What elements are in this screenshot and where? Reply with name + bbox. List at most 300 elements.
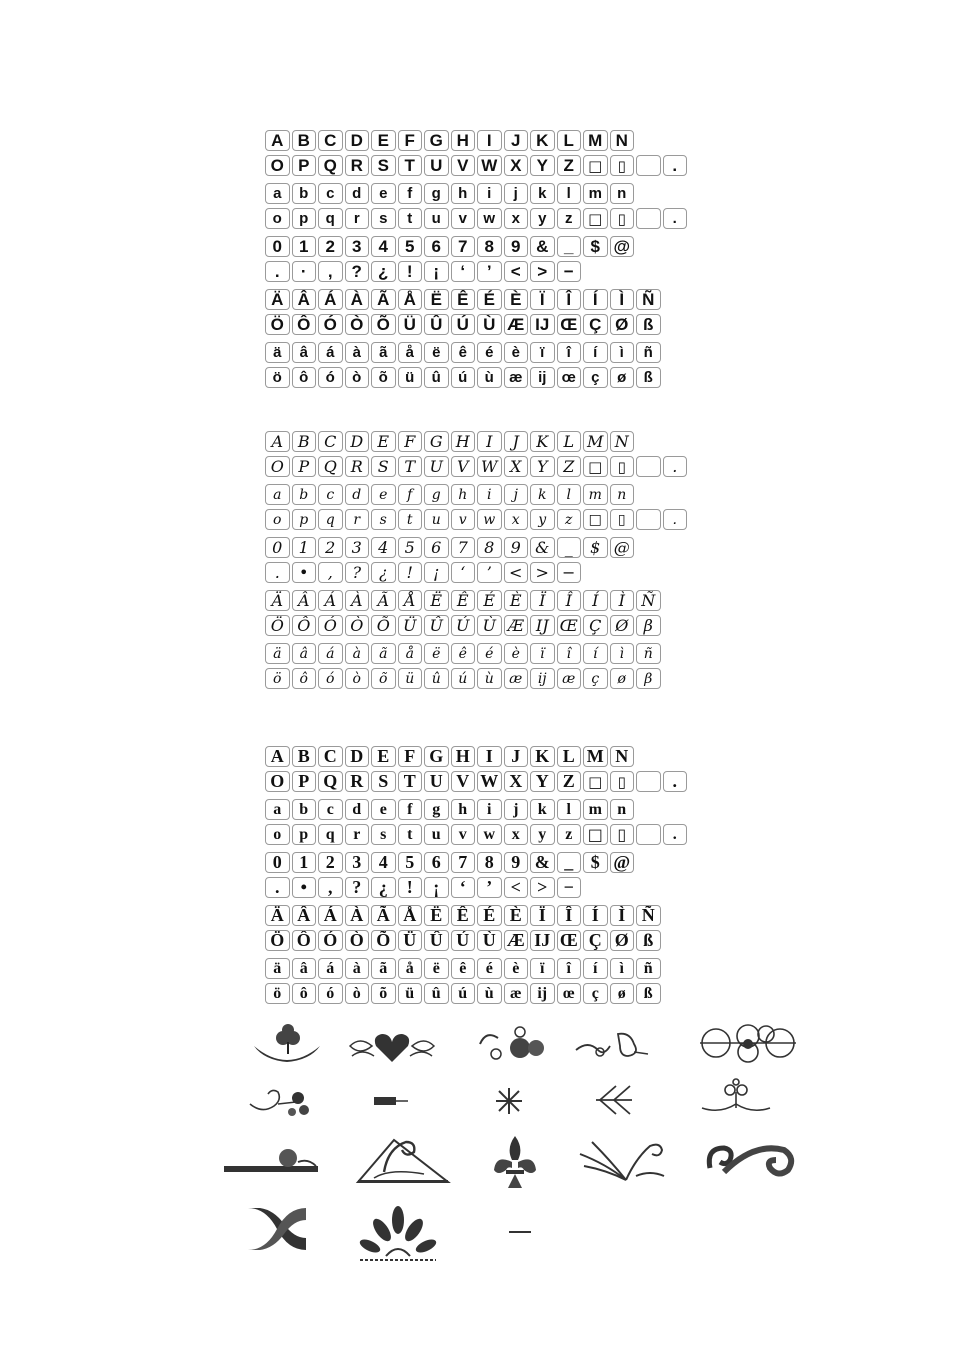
char-key: ¿ bbox=[371, 261, 396, 282]
char-key: Ø bbox=[610, 930, 635, 951]
char-key: ò bbox=[345, 367, 370, 388]
font-block-script bbox=[265, 431, 695, 693]
char-key: B bbox=[292, 746, 317, 767]
char-key: N bbox=[610, 746, 635, 767]
char-key: ó bbox=[318, 668, 343, 689]
char-key: û bbox=[424, 668, 449, 689]
char-key: R bbox=[345, 155, 370, 176]
char-key: , bbox=[318, 562, 343, 583]
char-key: S bbox=[371, 771, 396, 792]
char-key: ñ bbox=[636, 958, 661, 979]
char-key: IJ bbox=[530, 930, 555, 951]
char-key: g bbox=[424, 799, 449, 820]
char-key: À bbox=[345, 289, 370, 310]
char-key: B bbox=[292, 130, 317, 151]
char-key: Ë bbox=[424, 289, 449, 310]
char-row bbox=[265, 289, 695, 312]
char-key: J bbox=[504, 431, 529, 452]
char-key: ij bbox=[530, 983, 555, 1004]
char-key: □ bbox=[583, 771, 608, 792]
char-key: Ù bbox=[477, 930, 502, 951]
char-key: ¿ bbox=[371, 562, 396, 583]
char-key: 8 bbox=[477, 236, 502, 257]
char-key: Å bbox=[398, 590, 423, 611]
chevron-leaves-icon bbox=[592, 1084, 636, 1118]
char-key: . bbox=[663, 771, 688, 792]
char-key: ø bbox=[610, 983, 635, 1004]
char-key: À bbox=[345, 905, 370, 926]
char-key: 3 bbox=[345, 852, 370, 873]
char-key: f bbox=[398, 183, 423, 204]
char-key: ▯ bbox=[610, 208, 635, 229]
char-key: _ bbox=[557, 852, 582, 873]
char-row bbox=[265, 643, 695, 666]
char-key: K bbox=[530, 746, 555, 767]
char-key: q bbox=[318, 509, 343, 530]
char-row bbox=[265, 183, 695, 206]
char-key: à bbox=[345, 643, 370, 664]
char-key: Ã bbox=[371, 905, 396, 926]
char-key: ß bbox=[636, 930, 661, 951]
char-row bbox=[265, 261, 695, 284]
char-key: d bbox=[345, 799, 370, 820]
char-key: ‘ bbox=[451, 562, 476, 583]
char-key: ø bbox=[610, 367, 635, 388]
char-key: v bbox=[451, 208, 476, 229]
char-key: è bbox=[504, 958, 529, 979]
char-key: Ä bbox=[265, 905, 290, 926]
char-key: ö bbox=[265, 983, 290, 1004]
char-key: l bbox=[557, 484, 582, 505]
char-key: Ê bbox=[451, 905, 476, 926]
char-key: ë bbox=[424, 342, 449, 363]
char-key: ö bbox=[265, 367, 290, 388]
char-key: ò bbox=[345, 668, 370, 689]
char-key: É bbox=[477, 905, 502, 926]
char-key: J bbox=[504, 746, 529, 767]
char-key: N bbox=[610, 130, 635, 151]
char-key: β bbox=[636, 668, 661, 689]
char-key: ï bbox=[530, 958, 555, 979]
char-key: d bbox=[345, 183, 370, 204]
char-key: Æ bbox=[504, 615, 529, 636]
char-key: > bbox=[530, 562, 555, 583]
char-key: È bbox=[504, 289, 529, 310]
char-key: Ù bbox=[477, 314, 502, 335]
char-key: ▯ bbox=[610, 771, 635, 792]
char-key: F bbox=[398, 431, 423, 452]
char-key: È bbox=[504, 905, 529, 926]
char-key: Ò bbox=[345, 930, 370, 951]
char-key: y bbox=[530, 824, 555, 845]
char-key: ô bbox=[292, 983, 317, 1004]
char-key: . bbox=[265, 562, 290, 583]
char-key: Ã bbox=[371, 590, 396, 611]
char-key: ê bbox=[451, 643, 476, 664]
char-key: 8 bbox=[477, 537, 502, 558]
char-key: ▯ bbox=[610, 509, 635, 530]
char-key: Û bbox=[424, 930, 449, 951]
char-key: . bbox=[663, 155, 688, 176]
char-key: 4 bbox=[371, 236, 396, 257]
char-key: Ã bbox=[371, 289, 396, 310]
char-key: v bbox=[451, 824, 476, 845]
char-key: Â bbox=[292, 905, 317, 926]
char-key: ß bbox=[636, 314, 661, 335]
char-key: V bbox=[451, 771, 476, 792]
char-key: , bbox=[318, 877, 343, 898]
char-key: à bbox=[345, 958, 370, 979]
char-key: A bbox=[265, 431, 290, 452]
char-key: A bbox=[265, 130, 290, 151]
char-key: ’ bbox=[477, 562, 502, 583]
short-dash-icon bbox=[508, 1228, 532, 1236]
char-key: î bbox=[557, 958, 582, 979]
char-key: é bbox=[477, 342, 502, 363]
char-key: 5 bbox=[398, 852, 423, 873]
char-key: q bbox=[318, 824, 343, 845]
triangle-scroll-icon bbox=[354, 1128, 452, 1186]
char-row bbox=[265, 799, 695, 822]
char-key: − bbox=[557, 877, 582, 898]
char-key: ú bbox=[451, 983, 476, 1004]
char-key: 3 bbox=[345, 236, 370, 257]
char-key: 7 bbox=[451, 852, 476, 873]
wave-scroll-icon bbox=[704, 1138, 798, 1184]
char-key: T bbox=[398, 456, 423, 477]
char-key: ø bbox=[610, 668, 635, 689]
char-row bbox=[265, 456, 695, 479]
fan-palmette-icon bbox=[356, 1202, 440, 1264]
char-key: Ö bbox=[265, 615, 290, 636]
char-key: Î bbox=[557, 590, 582, 611]
char-key: Œ bbox=[557, 930, 582, 951]
char-key: 1 bbox=[292, 852, 317, 873]
char-key: ä bbox=[265, 958, 290, 979]
char-key: U bbox=[424, 771, 449, 792]
char-key: g bbox=[424, 183, 449, 204]
char-key: M bbox=[583, 431, 608, 452]
char-key: È bbox=[504, 590, 529, 611]
char-key: Û bbox=[424, 314, 449, 335]
char-key: Ö bbox=[265, 930, 290, 951]
char-key: Â bbox=[292, 590, 317, 611]
char-key: 3 bbox=[345, 537, 370, 558]
char-key: 7 bbox=[451, 236, 476, 257]
char-key: è bbox=[504, 342, 529, 363]
char-key: ! bbox=[398, 261, 423, 282]
char-key: Û bbox=[424, 615, 449, 636]
char-key: Õ bbox=[371, 314, 396, 335]
char-key: − bbox=[557, 562, 582, 583]
char-key: 2 bbox=[318, 537, 343, 558]
char-key: D bbox=[345, 130, 370, 151]
char-key: D bbox=[345, 746, 370, 767]
char-key: ñ bbox=[636, 342, 661, 363]
char-key: W bbox=[477, 456, 502, 477]
char-key: c bbox=[318, 484, 343, 505]
char-key: ß bbox=[636, 367, 661, 388]
char-key: ? bbox=[345, 877, 370, 898]
char-key: M bbox=[583, 130, 608, 151]
char-key: 1 bbox=[292, 537, 317, 558]
char-key: Ê bbox=[451, 590, 476, 611]
char-key: Õ bbox=[371, 930, 396, 951]
char-key: 8 bbox=[477, 852, 502, 873]
char-key: t bbox=[398, 509, 423, 530]
char-row bbox=[265, 983, 695, 1006]
flower-border-icon bbox=[696, 1022, 806, 1064]
char-key: l bbox=[557, 799, 582, 820]
char-key: Á bbox=[318, 590, 343, 611]
char-key: æ bbox=[504, 983, 529, 1004]
char-key: ▯ bbox=[610, 824, 635, 845]
char-key bbox=[636, 208, 661, 229]
char-key: Ò bbox=[345, 314, 370, 335]
char-key: y bbox=[530, 509, 555, 530]
char-key: u bbox=[424, 824, 449, 845]
char-key: æ bbox=[557, 668, 582, 689]
char-key: & bbox=[530, 852, 555, 873]
char-key: H bbox=[451, 746, 476, 767]
char-key: Ì bbox=[610, 289, 635, 310]
char-key bbox=[636, 456, 661, 477]
char-key: ã bbox=[371, 342, 396, 363]
char-key: Ñ bbox=[636, 289, 661, 310]
char-key: Å bbox=[398, 289, 423, 310]
char-key: t bbox=[398, 208, 423, 229]
char-key: ë bbox=[424, 958, 449, 979]
char-key: $ bbox=[583, 537, 608, 558]
char-key: t bbox=[398, 824, 423, 845]
char-key: s bbox=[371, 208, 396, 229]
char-key: E bbox=[371, 431, 396, 452]
char-key: · bbox=[292, 261, 317, 282]
char-key: ò bbox=[345, 983, 370, 1004]
rail-corner-icon bbox=[222, 1144, 322, 1178]
char-key: y bbox=[530, 208, 555, 229]
char-key: Ë bbox=[424, 590, 449, 611]
char-key: 0 bbox=[265, 852, 290, 873]
char-key: ü bbox=[398, 668, 423, 689]
char-key: O bbox=[265, 456, 290, 477]
char-key: @ bbox=[610, 537, 635, 558]
char-key: À bbox=[345, 590, 370, 611]
char-key: Ü bbox=[398, 930, 423, 951]
char-key: Ó bbox=[318, 615, 343, 636]
char-key: ç bbox=[583, 668, 608, 689]
char-key: h bbox=[451, 799, 476, 820]
char-row bbox=[265, 155, 695, 178]
char-key: Í bbox=[583, 289, 608, 310]
char-row bbox=[265, 852, 695, 875]
char-key: v bbox=[451, 509, 476, 530]
char-key: 5 bbox=[398, 236, 423, 257]
char-key: C bbox=[318, 746, 343, 767]
char-key: L bbox=[557, 431, 582, 452]
char-key: ü bbox=[398, 367, 423, 388]
char-key: Æ bbox=[504, 314, 529, 335]
char-key: 9 bbox=[504, 537, 529, 558]
char-key: Ò bbox=[345, 615, 370, 636]
char-key: Ú bbox=[451, 930, 476, 951]
char-key: q bbox=[318, 208, 343, 229]
char-key: æ bbox=[504, 367, 529, 388]
char-row bbox=[265, 236, 695, 259]
char-key: Æ bbox=[504, 930, 529, 951]
char-key: è bbox=[504, 643, 529, 664]
char-key bbox=[636, 155, 661, 176]
char-key: k bbox=[530, 183, 555, 204]
char-key: B bbox=[292, 431, 317, 452]
char-row bbox=[265, 367, 695, 390]
char-key: õ bbox=[371, 668, 396, 689]
char-key: K bbox=[530, 130, 555, 151]
char-key: K bbox=[530, 431, 555, 452]
char-row bbox=[265, 431, 695, 454]
char-key: F bbox=[398, 746, 423, 767]
char-key: L bbox=[557, 130, 582, 151]
char-key: ! bbox=[398, 562, 423, 583]
char-key: E bbox=[371, 746, 396, 767]
char-key: W bbox=[477, 771, 502, 792]
char-key: o bbox=[265, 509, 290, 530]
char-key: IJ bbox=[530, 314, 555, 335]
char-key: j bbox=[504, 484, 529, 505]
char-key: e bbox=[371, 183, 396, 204]
char-key: ô bbox=[292, 668, 317, 689]
char-key: 6 bbox=[424, 236, 449, 257]
char-key: □ bbox=[583, 208, 608, 229]
char-key: Y bbox=[530, 771, 555, 792]
char-key: T bbox=[398, 155, 423, 176]
char-key: Ï bbox=[530, 590, 555, 611]
char-key: H bbox=[451, 130, 476, 151]
char-key: Ï bbox=[530, 289, 555, 310]
char-key: Ç bbox=[583, 615, 608, 636]
char-key: Q bbox=[318, 771, 343, 792]
char-key: ã bbox=[371, 643, 396, 664]
char-key: á bbox=[318, 342, 343, 363]
char-key: Ô bbox=[292, 314, 317, 335]
char-key: > bbox=[530, 261, 555, 282]
char-key: b bbox=[292, 484, 317, 505]
char-key: í bbox=[583, 342, 608, 363]
char-key: Ô bbox=[292, 930, 317, 951]
char-key: Y bbox=[530, 155, 555, 176]
char-key: G bbox=[424, 130, 449, 151]
char-row bbox=[265, 342, 695, 365]
char-key: 7 bbox=[451, 537, 476, 558]
char-key: ï bbox=[530, 643, 555, 664]
cross-ribbon-icon bbox=[246, 1204, 308, 1254]
char-key: , bbox=[318, 261, 343, 282]
char-key: o bbox=[265, 208, 290, 229]
char-key: ▯ bbox=[610, 155, 635, 176]
char-key: c bbox=[318, 183, 343, 204]
char-key: Ü bbox=[398, 314, 423, 335]
char-key: 2 bbox=[318, 236, 343, 257]
char-key: G bbox=[424, 431, 449, 452]
char-key: r bbox=[345, 824, 370, 845]
char-key: Í bbox=[583, 590, 608, 611]
char-key: I bbox=[477, 431, 502, 452]
char-key: U bbox=[424, 456, 449, 477]
char-key: u bbox=[424, 509, 449, 530]
char-key: i bbox=[477, 183, 502, 204]
char-key: e bbox=[371, 484, 396, 505]
char-key: Ù bbox=[477, 615, 502, 636]
char-key: ì bbox=[610, 342, 635, 363]
char-key: b bbox=[292, 799, 317, 820]
char-row bbox=[265, 958, 695, 981]
char-key: Ä bbox=[265, 590, 290, 611]
char-key: Î bbox=[557, 289, 582, 310]
char-row bbox=[265, 668, 695, 691]
char-key: 5 bbox=[398, 537, 423, 558]
asterisk-flower-icon bbox=[494, 1086, 524, 1116]
char-key: Ô bbox=[292, 615, 317, 636]
char-key: I bbox=[477, 746, 502, 767]
char-key: 9 bbox=[504, 852, 529, 873]
char-key: p bbox=[292, 824, 317, 845]
char-key: û bbox=[424, 983, 449, 1004]
char-key: ã bbox=[371, 958, 396, 979]
char-key: a bbox=[265, 183, 290, 204]
char-key: Ì bbox=[610, 590, 635, 611]
char-row bbox=[265, 509, 695, 532]
char-key: T bbox=[398, 771, 423, 792]
char-key: M bbox=[583, 746, 608, 767]
char-key: ’ bbox=[477, 261, 502, 282]
char-key: Ê bbox=[451, 289, 476, 310]
char-key: 9 bbox=[504, 236, 529, 257]
char-key: ù bbox=[477, 367, 502, 388]
char-key: e bbox=[371, 799, 396, 820]
char-key: β bbox=[636, 615, 661, 636]
char-key: â bbox=[292, 342, 317, 363]
fleur-de-lis-icon bbox=[490, 1134, 540, 1192]
char-key: I bbox=[477, 130, 502, 151]
char-key: O bbox=[265, 155, 290, 176]
char-key: ï bbox=[530, 342, 555, 363]
char-key: k bbox=[530, 484, 555, 505]
char-key: f bbox=[398, 799, 423, 820]
char-key: ¿ bbox=[371, 877, 396, 898]
char-key: ä bbox=[265, 643, 290, 664]
char-key: n bbox=[610, 799, 635, 820]
char-key: ▯ bbox=[610, 456, 635, 477]
char-key: É bbox=[477, 289, 502, 310]
char-key: Ü bbox=[398, 615, 423, 636]
char-key: ù bbox=[477, 668, 502, 689]
char-key: < bbox=[504, 877, 529, 898]
char-key bbox=[636, 509, 661, 530]
char-key: ú bbox=[451, 668, 476, 689]
char-key: ¡ bbox=[424, 877, 449, 898]
char-key: i bbox=[477, 484, 502, 505]
char-key: 6 bbox=[424, 852, 449, 873]
char-key: ë bbox=[424, 643, 449, 664]
char-key: C bbox=[318, 431, 343, 452]
char-key: Ç bbox=[583, 314, 608, 335]
char-key: G bbox=[424, 746, 449, 767]
char-key: å bbox=[398, 958, 423, 979]
char-row bbox=[265, 484, 695, 507]
char-key: A bbox=[265, 746, 290, 767]
char-key: $ bbox=[583, 852, 608, 873]
char-key: Œ bbox=[557, 615, 582, 636]
